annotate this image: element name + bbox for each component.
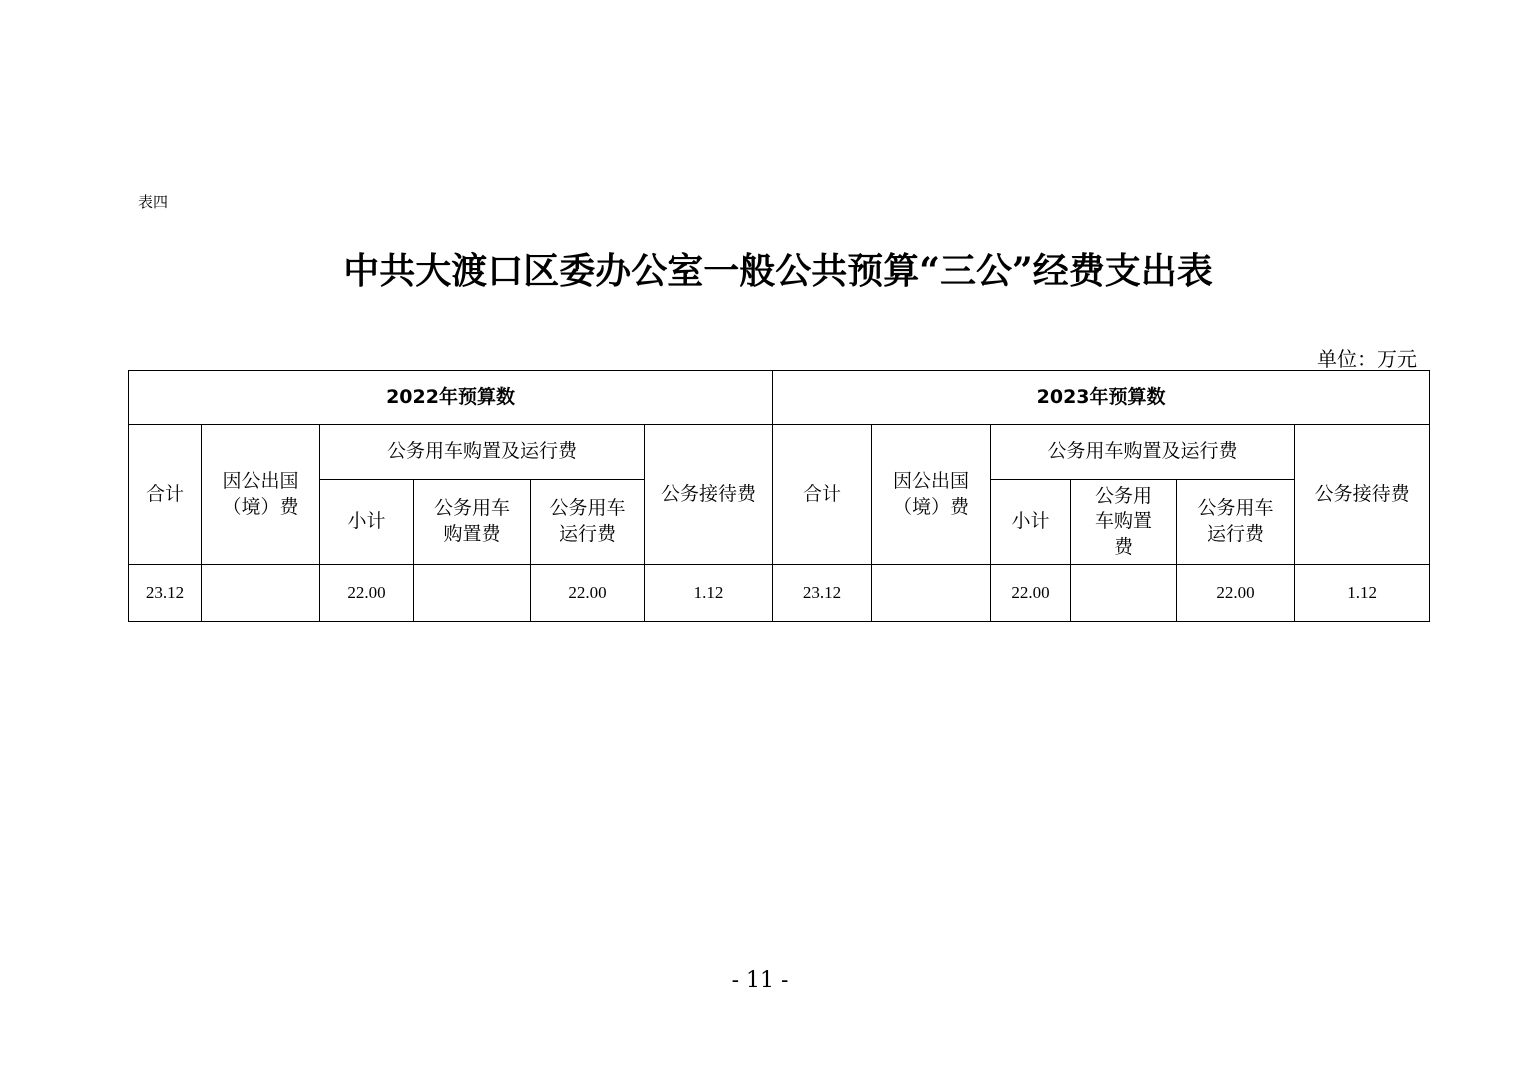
overseas-header-2023: 因公出国（境）费 <box>872 425 991 565</box>
reception-header-2023: 公务接待费 <box>1295 425 1430 565</box>
vehicle-operation-header-2022: 公务用车运行费 <box>531 480 645 565</box>
vehicle-group-header-2023: 公务用车购置及运行费 <box>991 425 1295 480</box>
page-number: - 11 - <box>731 968 789 993</box>
three-public-expenses-table <box>128 370 1430 622</box>
year-2023-header: 2023年预算数 <box>773 371 1430 425</box>
vehicle-purchase-header-2023: 公务用车购置费 <box>1071 480 1177 565</box>
data-row <box>129 565 1430 622</box>
reception-header-2022: 公务接待费 <box>645 425 773 565</box>
subtotal-2023: 22.00 <box>991 565 1071 622</box>
column-header-row <box>129 425 1430 480</box>
total-2023: 23.12 <box>773 565 872 622</box>
table-label: 表四 <box>138 193 169 211</box>
vehicle-purchase-2022 <box>414 565 531 622</box>
overseas-2022 <box>202 565 320 622</box>
vehicle-purchase-header-2022: 公务用车购置费 <box>414 480 531 565</box>
vehicle-operation-2022: 22.00 <box>531 565 645 622</box>
vehicle-operation-2023: 22.00 <box>1177 565 1295 622</box>
subtotal-header-2022: 小计 <box>320 480 414 565</box>
subtotal-header-2023: 小计 <box>991 480 1071 565</box>
total-2022: 23.12 <box>129 565 202 622</box>
year-header-row <box>129 371 1430 425</box>
vehicle-operation-header-2023: 公务用车运行费 <box>1177 480 1295 565</box>
subtotal-2022: 22.00 <box>320 565 414 622</box>
total-header-2023: 合计 <box>773 425 872 565</box>
reception-2023: 1.12 <box>1295 565 1430 622</box>
unit-label: 单位：万元 <box>1317 347 1417 371</box>
overseas-header-2022: 因公出国（境）费 <box>202 425 320 565</box>
overseas-2023 <box>872 565 991 622</box>
vehicle-purchase-2023 <box>1071 565 1177 622</box>
year-2022-header: 2022年预算数 <box>129 371 773 425</box>
total-header-2022: 合计 <box>129 425 202 565</box>
vehicle-group-header-2022: 公务用车购置及运行费 <box>320 425 645 480</box>
document-title: 中共大渡口区委办公室一般公共预算“三公”经费支出表 <box>343 250 1213 292</box>
reception-2022: 1.12 <box>645 565 773 622</box>
